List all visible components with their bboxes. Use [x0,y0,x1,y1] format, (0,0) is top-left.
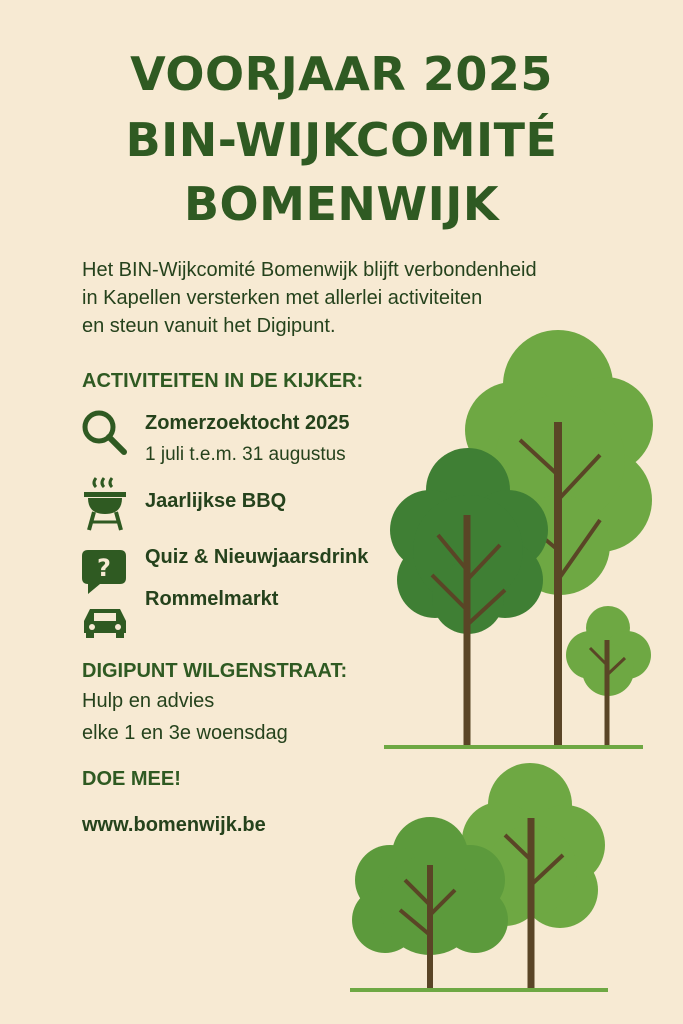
website-link[interactable]: www.bomenwijk.be [82,814,266,836]
intro-line: Het BIN-Wijkcomité Bomenwijk blijft verbondenheid [82,259,537,281]
intro-line: en steun vanuit het Digipunt. [82,315,336,337]
cta-heading: DOE MEE! [82,768,181,790]
activity-label: Jaarlijkse BBQ [145,490,287,512]
poster-title-line-1: VOORJAAR 2025 [130,47,553,101]
activity-date: 1 juli t.e.m. 31 augustus [145,444,346,465]
activities-heading: ACTIVITEITEN IN DE KIJKER: [82,370,364,392]
activity-label: Rommelmarkt [145,588,279,610]
small-tree [566,606,651,745]
intro-line: in Kapellen versterken met allerlei activiteiten [82,287,483,309]
poster-title-line-3: BOMENWIJK [184,177,499,231]
activity-label: Zomerzoektocht 2025 [145,412,350,434]
digipunt-line: Hulp en advies [82,690,215,712]
digipunt-heading: DIGIPUNT WILGENSTRAAT: [82,660,348,682]
svg-text:?: ? [97,554,111,582]
activity-label: Quiz & Nieuwjaarsdrink [145,546,369,568]
poster-title-line-2: BIN-WIJKCOMITÉ [125,113,558,167]
digipunt-line: elke 1 en 3e woensdag [82,722,288,744]
